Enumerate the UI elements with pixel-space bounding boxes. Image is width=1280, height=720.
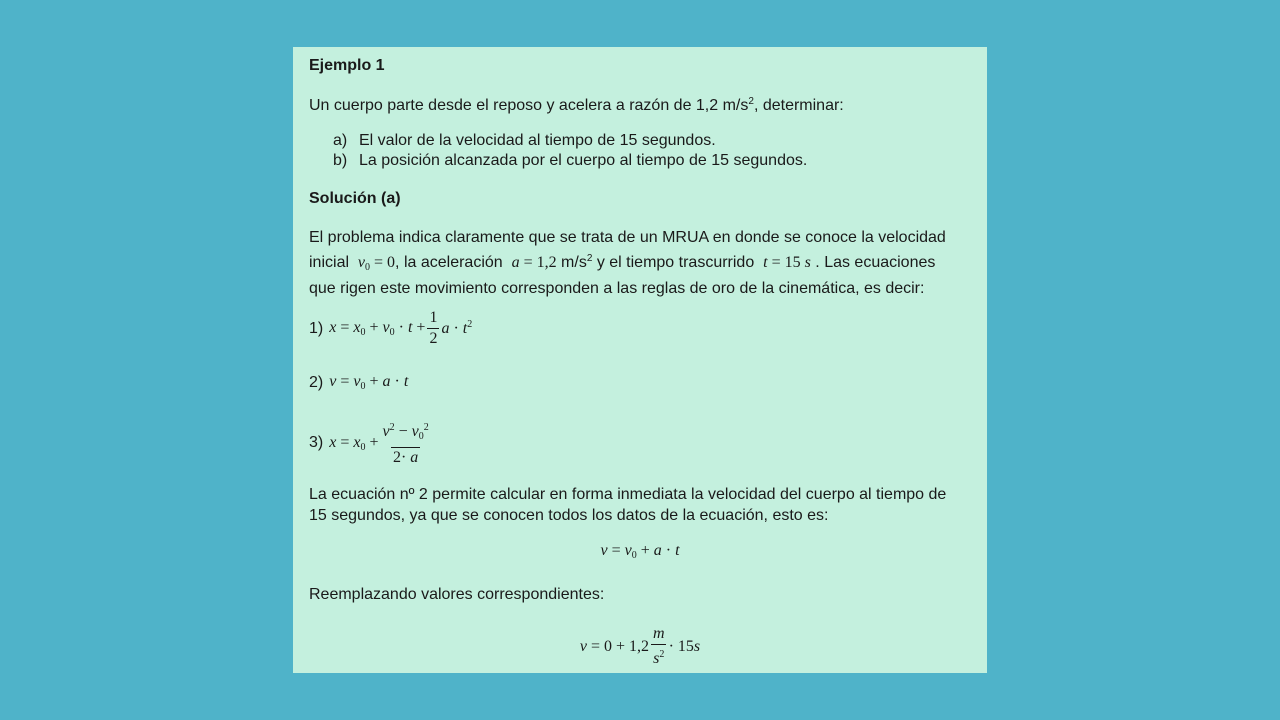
velocity-equation: $v = v_0 + a \cdot t$ [600,542,680,561]
equation-3: 3) $x = x_0$ + $\frac{v^2 - v_0^2}{2\cdot a}$ [309,422,429,466]
equation-explanation: La ecuación nº 2 permite calcular en forma inmediata la velocidad del cuerpo al tiempo de 15 segundos, ya que se conocen todos los datos de la ecuación, esto es: [309,486,947,524]
solution-title: Solución (a) [309,190,401,207]
problem-statement: Un cuerpo parte desde el reposo y acelera a razón de 1,2 $m/s^2$, determinar: [309,96,844,114]
document-page [293,47,987,673]
equation-2: 2) $v = v_0 + a \cdot t$ [309,373,409,392]
equation-1: 1) $x = x_0 + v_0 \cdot t$ + $\frac{1}{2}$ $a \cdot t^2$ [309,309,473,347]
replace-values-text: Reemplazando valores correspondientes: [309,586,605,603]
question-list [309,131,971,171]
list-item: b) La posición alcanzada por el cuerpo al tiempo de 15 segundos. [333,152,808,169]
explanation-paragraph: El problema indica claramente que se trata de un MRUA en donde se conoce la velocidad inicial $v_0 = 0$, la aceleración a = 1,2 $m/s^2$ y el tiempo trascurrido t = 15 s . Las ecuaciones que rigen este movimiento corresponden a las reglas de oro de la cinemática, es decir: [309,229,946,297]
list-item: a) El valor de la velocidad al tiempo de 15 segundos. [333,132,716,149]
substituted-equation: v = 0 + 1,2 $\frac{m}{s^2}$ · 15s [579,625,701,667]
example-title: Ejemplo 1 [309,57,385,74]
